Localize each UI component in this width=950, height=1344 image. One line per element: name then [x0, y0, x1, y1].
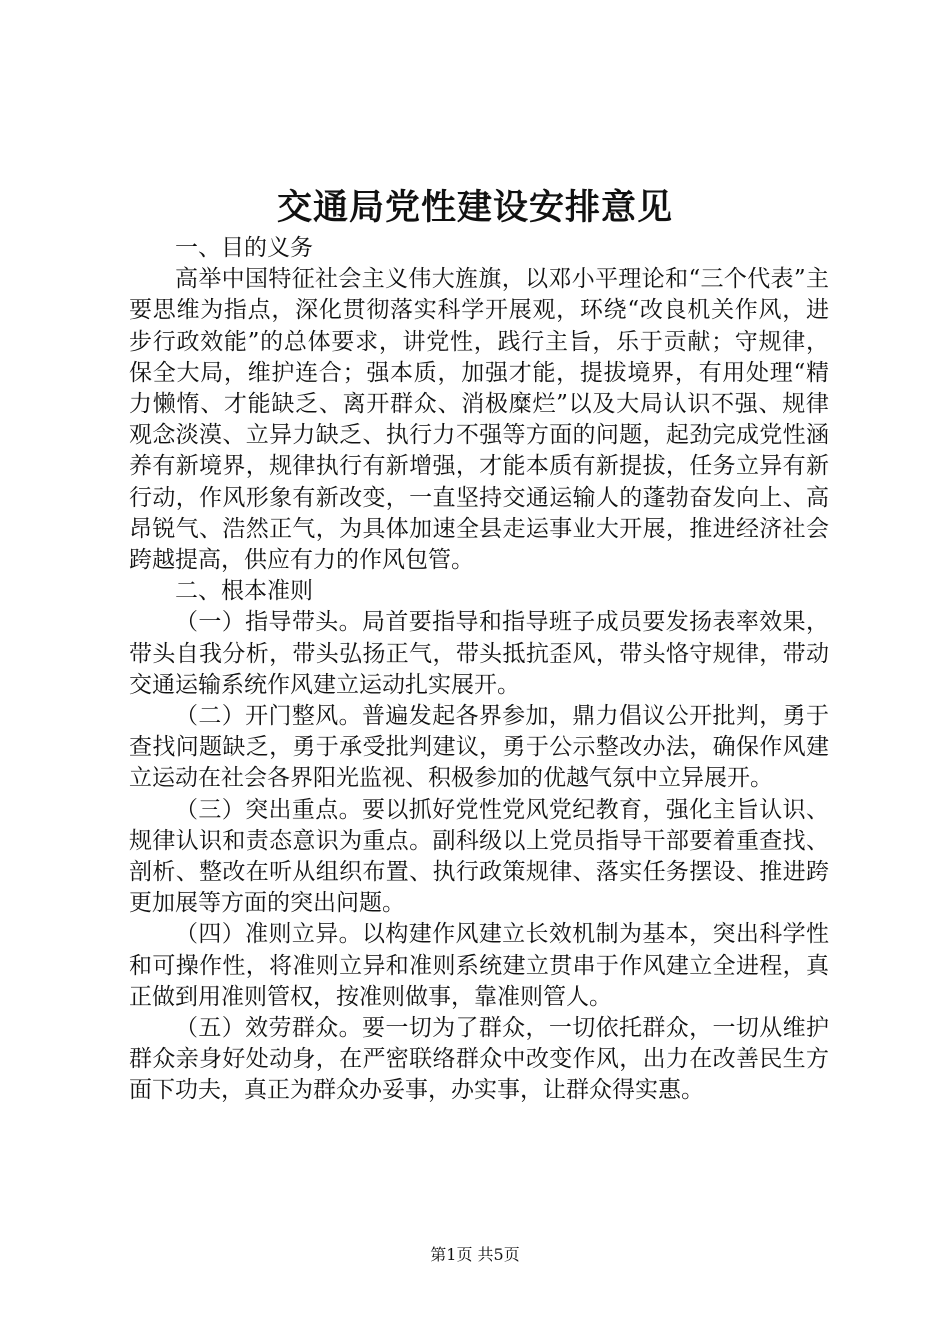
paragraph-principle-1: （一）指导带头。局首要指导和指导班子成员要发扬表率效果，带头自我分析，带头弘扬正气，带头抵抗歪风，带头恪守规律，带动交通运输系统作风建立运动扎实展开。 — [129, 609, 829, 698]
paragraph-purpose: 高举中国特征社会主义伟大旌旗，以邓小平理论和“三个代表”主要思维为指点，深化贯彻落实科学开展观，环绕“改良机关作风，进步行政效能”的总体要求，讲党性，践行主旨，乐于贡献；守规律，保全大局，维护连合；强本质，加强才能，提拔境界，有用处理“精力懒惰、才能缺乏、离开群众、消极糜烂”以及大局认识不强、规律观念淡漠、立异力缺乏、执行力不强等方面的问题，起劲完成党性涵养有新境界，规律执行有新增强，才能本质有新提拔，任务立异有新行动，作风形象有新改变，一直坚持交通运输人的蓬勃奋发向上、高昂锐气、浩然正气，为具体加速全县走运事业大开展，推进经济社会跨越提高，供应有力的作风包管。 — [129, 266, 829, 574]
section-heading-principles: 二、根本准则 — [175, 578, 313, 605]
page-footer: 第1页 共5页 — [430, 1245, 520, 1264]
paragraph-principle-2: （二）开门整风。普遍发起各界参加，鼎力倡议公开批判，勇于查找问题缺乏，勇于承受批判建议，勇于公示整改办法，确保作风建立运动在社会各界阳光监视、积极参加的优越气氛中立异展开。 — [129, 703, 829, 792]
section-heading-purpose: 一、目的义务 — [175, 235, 313, 261]
document-title: 交通局党性建设安排意见 — [276, 187, 673, 228]
paragraph-principle-5: （五）效劳群众。要一切为了群众，一切依托群众，一切从维护群众亲身好处动身，在严密联络群众中改变作风，出力在改善民生方面下功夫，真正为群众办妥事，办实事，让群众得实惠。 — [129, 1015, 829, 1104]
paragraph-principle-3: （三）突出重点。要以抓好党性党风党纪教育，强化主旨认识、规律认识和责态意识为重点。副科级以上党员指导干部要着重查找、剖析、整改在听从组织布置、执行政策规律、落实任务摆设、推进跨更加展等方面的突出问题。 — [129, 796, 829, 917]
paragraph-principle-4: （四）准则立异。以构建作风建立长效机制为基本，突出科学性和可操作性，将准则立异和准则系统建立贯串于作风建立全进程，真正做到用准则管权，按准则做事，靠准则管人。 — [129, 921, 829, 1010]
document-body — [129, 233, 829, 1107]
